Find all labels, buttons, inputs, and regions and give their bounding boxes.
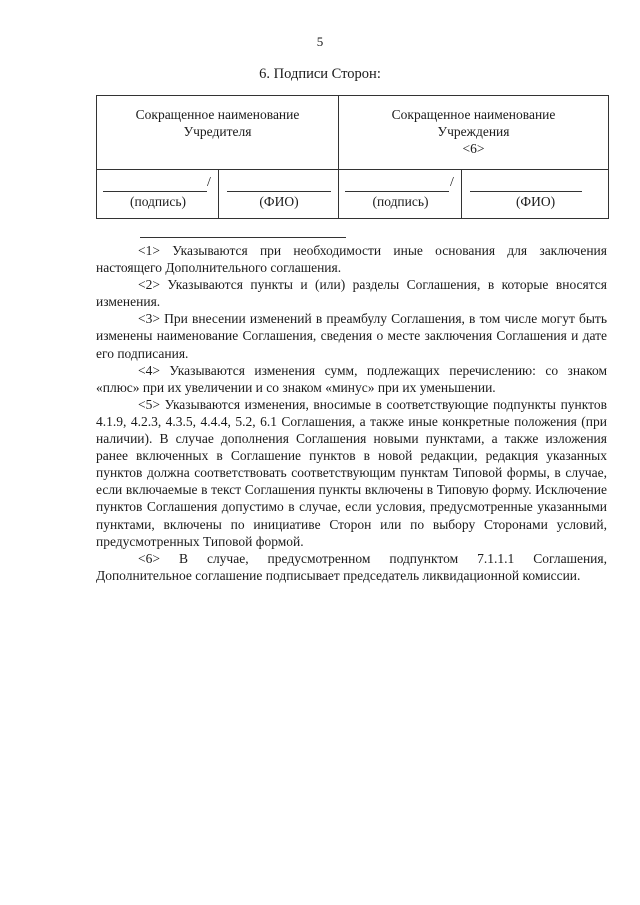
footnotes <box>96 242 607 584</box>
founder-header-line-1: Сокращенное наименование <box>135 107 300 122</box>
signatures-table <box>96 95 609 219</box>
institution-signature-caption: (подпись) <box>372 194 429 209</box>
founder-header-line-2: Учредителя <box>183 124 252 139</box>
institution-header-footnote-ref: <6> <box>462 141 485 156</box>
founder-name-line[interactable] <box>227 179 331 192</box>
founder-header-cell <box>97 96 339 170</box>
institution-header-line-2: Учреждения <box>437 124 510 139</box>
founder-signature-cell <box>97 170 219 219</box>
footnote-2: <2> Указываются пункты и (или) разделы Соглашения, в которые вносятся изменения. <box>96 277 607 310</box>
section-title: 6. Подписи Сторон: <box>259 66 381 82</box>
footnote-separator <box>140 237 346 238</box>
institution-header-cell <box>339 96 609 170</box>
footnote-5: <5> Указываются изменения, вносимые в соответствующие подпункты пунктов 4.1.9, 4.2.3, 4.3.5, 4.4.4, 5.2, 6.1 Соглашения, а также иные конкретные положения (при наличии). В случае дополнения Соглашения новыми пунктами, а также изложения ранее включенных в Соглашение пунктов в новой редакции, редакция указанных пунктов должна соответствовать соответствующим пунктам Типовой формы, в случае, если включаемые в текст Соглашения пункты включены в Типовую форму. Исключение пунктов Соглашения допустимо в случае, если условия, предусмотренные указанными пунктами, включены по инициативе Сторон или по выбору Сторонами условий, предусмотренных Типовой формой. <box>96 396 607 549</box>
institution-header-line-1: Сокращенное наименование <box>391 107 556 122</box>
footnote-3: <3> При внесении изменений в преамбулу Соглашения, в том числе могут быть изменены наименование Соглашения, сведения о месте заключения Соглашения и дате его подписания. <box>96 311 607 361</box>
institution-name-caption: (ФИО) <box>515 194 556 209</box>
institution-signature-cell <box>339 170 462 219</box>
footnote-6: <6> В случае, предусмотренном подпунктом 7.1.1.1 Соглашения, Дополнительное соглашение подписывает председатель ликвидационной комиссии. <box>96 550 607 583</box>
institution-name-cell <box>462 170 609 219</box>
founder-signature-slash: / <box>207 175 211 190</box>
institution-signature-slash: / <box>450 175 454 190</box>
page-number: 5 <box>316 34 324 49</box>
founder-signature-caption: (подпись) <box>129 194 187 209</box>
founder-name-cell <box>219 170 339 219</box>
footnote-1: <1> Указываются при необходимости иные основания для заключения настоящего Дополнительного соглашения. <box>96 243 607 276</box>
founder-signature-line[interactable] <box>103 179 207 192</box>
footnote-4: <4> Указываются изменения сумм, подлежащих перечислению: со знаком «плюс» при их увеличении и со знаком «минус» при их уменьшении. <box>96 362 607 395</box>
founder-name-caption: (ФИО) <box>259 194 299 209</box>
institution-signature-line[interactable] <box>345 179 449 192</box>
institution-name-line[interactable] <box>470 179 582 192</box>
